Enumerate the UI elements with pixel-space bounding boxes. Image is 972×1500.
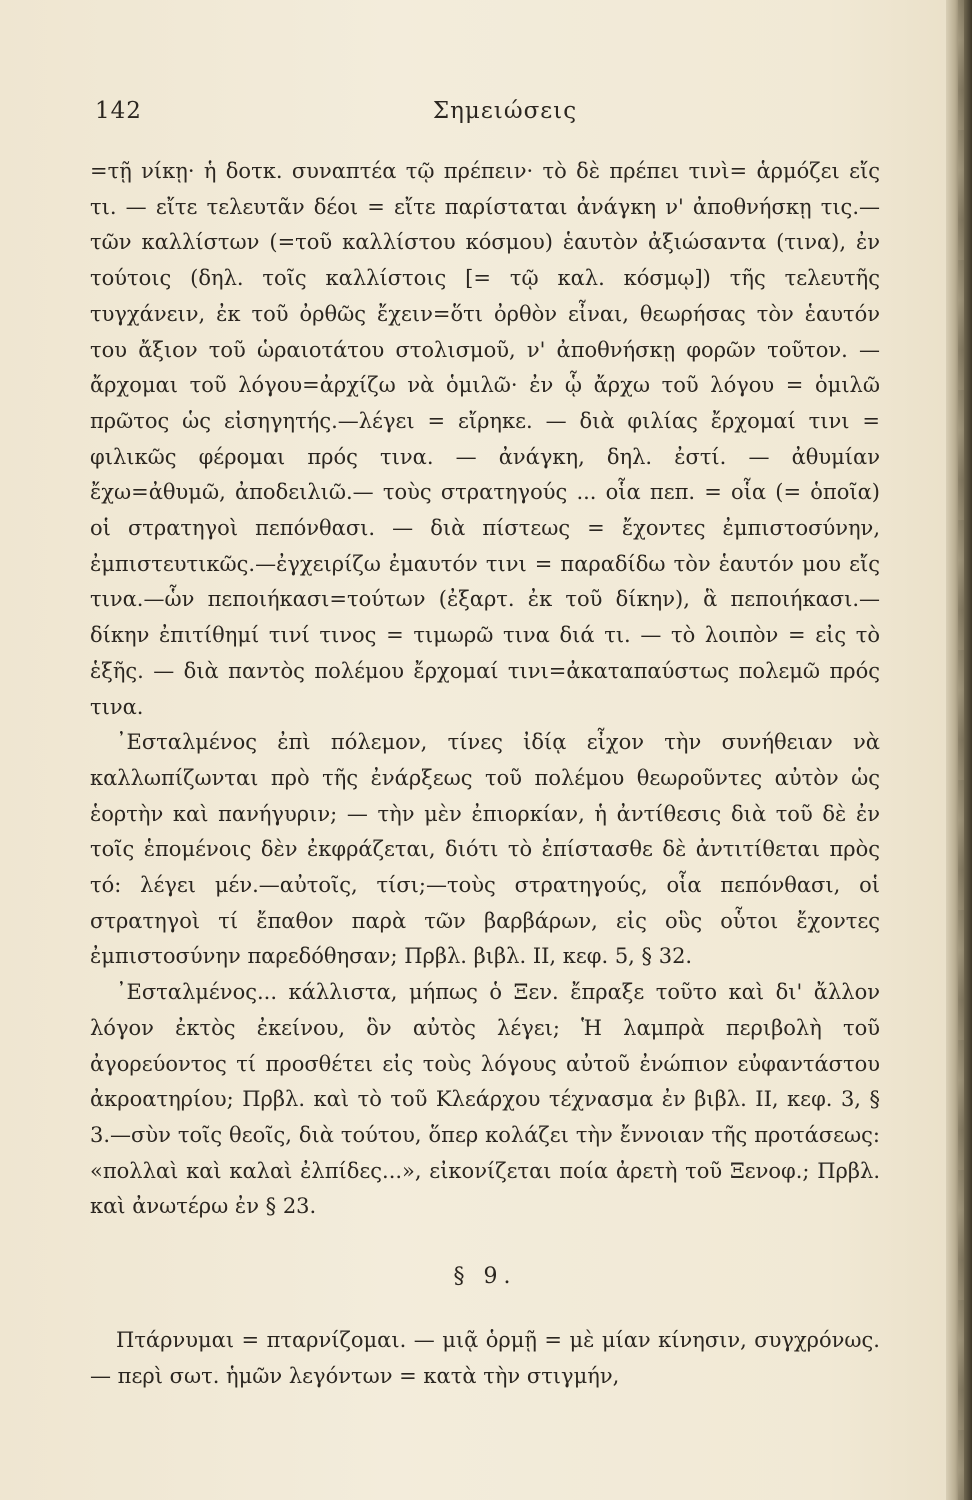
- paragraph-3: ᾿Εσταλμένος... κάλλιστα, μήπως ὁ Ξεν. ἔπραξε τοῦτο καὶ δι' ἄλλον λόγον ἐκτὸς ἐκείνου, ὃν αὐτὸς λέγει; Ἡ λαμπρὰ περιβολὴ τοῦ ἀγορεύοντος τί προσθέτει εἰς τοὺς λόγους αὐτοῦ ἐνώπιον εὐφαντάστου ἀκροατηρίου; Πρβλ. καὶ τὸ τοῦ Κλεάρχου τέχνασμα ἐν βιβλ. II, κεφ. 3, § 3.—σὺν τοῖς θεοῖς, διὰ τούτου, ὅπερ κολάζει τὴν ἔννοιαν τῆς προτάσεως: «πολλαὶ καὶ καλαὶ ἐλπίδες...», εἰκονίζεται ποία ἀρετὴ τοῦ Ξενοφ.; Πρβλ. καὶ ἀνωτέρω ἐν § 23.: [90, 980, 880, 1219]
- paragraph-1: =τῇ νίκῃ· ἡ δοτκ. συναπτέα τῷ πρέπειν· τὸ δὲ πρέπει τινὶ= ἁρμόζει εἴς τι. — εἴτε τελευτᾶν δέοι = εἴτε παρίσταται ἀνάγκη ν' ἀποθνήσκῃ τις.—τῶν καλλίστων (=τοῦ καλλίστου κόσμου) ἑαυτὸν ἀξιώσαντα (τινα), ἐν τούτοις (δηλ. τοῖς καλλίστοις [= τῷ καλ. κόσμῳ]) τῆς τελευτῆς τυγχάνειν, ἐκ τοῦ ὀρθῶς ἔχειν=ὅτι ὀρθὸν εἶναι, θεωρήσας τὸν ἑαυτόν του ἄξιον τοῦ ὡραιοτάτου στολισμοῦ, ν' ἀποθνήσκῃ φορῶν τοῦτον. — ἄρχομαι τοῦ λόγου=ἀρχίζω νὰ ὁμιλῶ· ἐν ᾧ ἄρχω τοῦ λόγου = ὁμιλῶ πρῶτος ὡς εἰσηγητής.—λέγει = εἴρηκε. — διὰ φιλίας ἔρχομαί τινι = φιλικῶς φέρομαι πρός τινα. — ἀνάγκη, δηλ. ἐστί. — ἀθυμίαν ἔχω=ἀθυμῶ, ἀποδειλιῶ.— τοὺς στρατηγούς ... οἷα πεπ. = οἷα (= ὁποῖα) οἱ στρατηγοὶ πεπόνθασι. — διὰ πίστεως = ἔχοντες ἐμπιστοσύνην, ἐμπιστευτικῶς.—ἐγχειρίζω ἐμαυτόν τινι = παραδίδω τὸν ἑαυτόν μου εἴς τινα.—ὧν πεποιήκασι=τούτων (ἐξαρτ. ἐκ τοῦ δίκην), ἃ πεποιήκασι.— δίκην ἐπιτίθημί τινί τινος = τιμωρῶ τινα διά τι. — τὸ λοιπὸν = εἰς τὸ ἑξῆς. — διὰ παντὸς πολέμου ἔρχομαί τινι=ἀκαταπαύστως πολεμῶ πρός τινα.: [90, 159, 880, 719]
- paragraph-4: Πτάρνυμαι = πταρνίζομαι. — μιᾷ ὁρμῇ = μὲ μίαν κίνησιν, συγχρόνως. — περὶ σωτ. ἡμῶν λεγόντων = κατὰ τὴν στιγμήν,: [90, 1327, 880, 1388]
- page-edge-texture: [958, 0, 964, 1500]
- running-title: Σημειώσεις: [432, 98, 578, 124]
- paragraph-2: ᾿Εσταλμένος ἐπὶ πόλεμον, τίνες ἰδίᾳ εἶχον τὴν συνήθειαν νὰ καλλωπίζωνται πρὸ τῆς ἐνάρξεως τοῦ πολέμου θεωροῦντες αὐτὸν ὡς ἑορτὴν καὶ πανήγυριν; — τὴν μὲν ἐπιορκίαν, ἡ ἀντίθεσις διὰ τοῦ δὲ ἐν τοῖς ἑπομένοις δὲν ἐκφράζεται, διότι τὸ ἐπίστασθε δὲ ἀντιτίθεται πρὸς τό: λέγει μέν.—αὐτοῖς, τίσι;—τοὺς στρατηγούς, οἷα πεπόνθασι, οἱ στρατηγοὶ τί ἔπαθον παρὰ τῶν βαρβάρων, εἰς οὓς οὗτοι ἔχοντες ἐμπιστοσύνην παρεδόθησαν; Πρβλ. βιβλ. II, κεφ. 5, § 32.: [90, 730, 880, 969]
- main-text: [90, 154, 880, 1394]
- section-heading: § 9.: [453, 1264, 517, 1290]
- page-number: 142: [95, 98, 142, 124]
- page-header: [95, 98, 875, 134]
